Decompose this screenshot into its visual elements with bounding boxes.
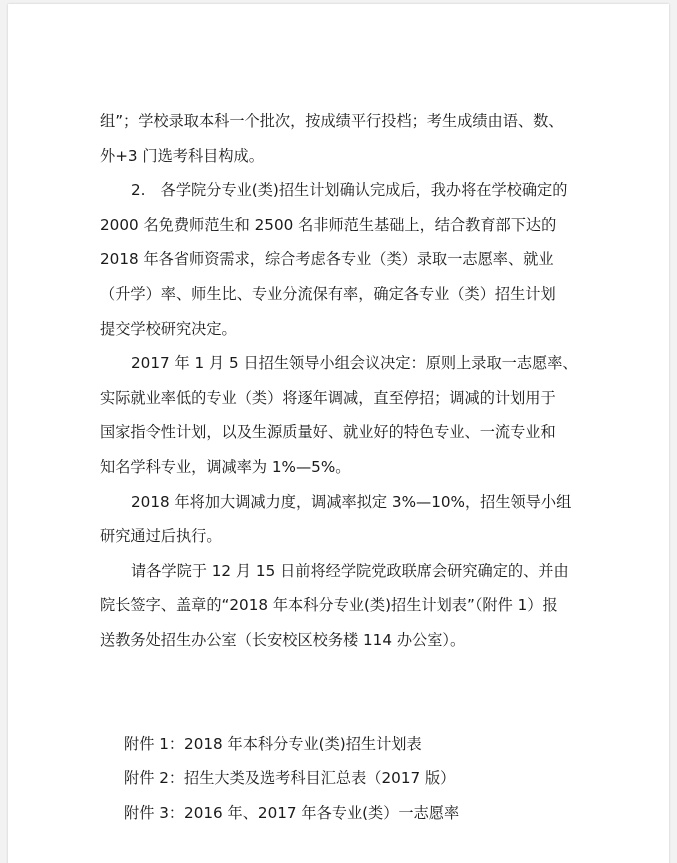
attachment-item: 附件 3：2016 年、2017 年各专业(类）一志愿率 <box>124 803 460 822</box>
document-body <box>100 104 586 658</box>
body-line: 研究通过后执行。 <box>100 527 222 546</box>
body-line: 送教务处招生办公室（长安校区校务楼 114 办公室）。 <box>100 630 466 649</box>
attachment-item: 附件 1：2018 年本科分专业(类)招生计划表 <box>124 735 422 753</box>
body-line: 提交学校研究决定。 <box>100 319 237 338</box>
attachment-list <box>124 727 584 830</box>
body-line: 2018 年各省师资需求，综合考虑各专业（类）录取一志愿率、就业 <box>100 250 554 269</box>
body-line: 2017 年 1 月 5 日招生领导小组会议决定：原则上录取一志愿率、 <box>131 354 578 373</box>
body-line: 外+3 门选考科目构成。 <box>100 146 264 165</box>
body-line: （升学）率、师生比、专业分流保有率，确定各专业（类）招生计划 <box>100 284 556 303</box>
body-line: 2000 名免费师范生和 2500 名非师范生基础上，结合教育部下达的 <box>100 215 557 234</box>
body-line: 国家指令性计划，以及生源质量好、就业好的特色专业、一流专业和 <box>100 423 556 442</box>
attachment-item: 附件 2：招生大类及选考科目汇总表（2017 版） <box>124 769 456 788</box>
body-line: 2. 各学院分专业(类)招生计划确认完成后，我办将在学校确定的 <box>131 181 568 200</box>
body-line: 2018 年将加大调减力度，调减率拟定 3%—10%，招生领导小组 <box>131 492 572 511</box>
document-page <box>8 4 669 863</box>
body-line: 实际就业率低的专业（类）将逐年调减，直至停招；调减的计划用于 <box>100 388 556 407</box>
body-line: 请各学院于 12 月 15 日前将经学院党政联席会研究确定的、并由 <box>131 561 569 580</box>
body-line: 院长签字、盖章的“2018 年本科分专业(类)招生计划表”（附件 1）报 <box>100 596 558 615</box>
body-line: 知名学科专业，调减率为 1%—5%。 <box>100 457 351 476</box>
body-line: 组”；学校录取本科一个批次，按成绩平行投档；考生成绩由语、数、 <box>100 112 564 130</box>
